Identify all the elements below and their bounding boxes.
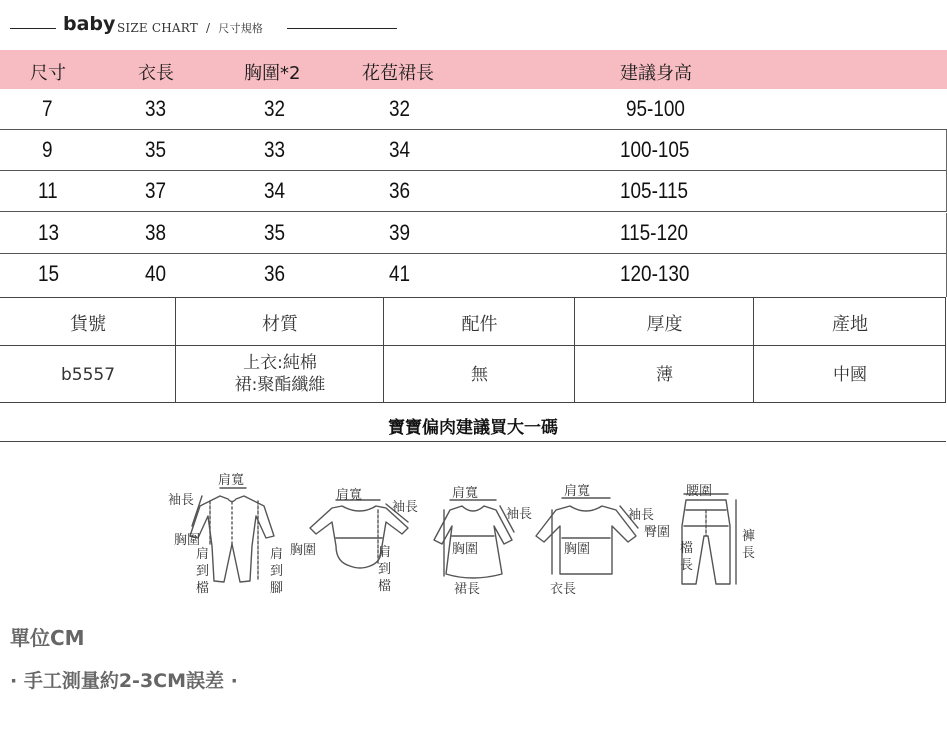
cell-chest: 32 [264,96,286,121]
spec-item-no: b5557 [60,365,116,385]
cell-height: 95-100 [626,96,685,121]
header-separator: / [206,21,211,35]
size-row [0,89,947,130]
cell-length: 38 [145,220,167,245]
cell-length: 37 [145,178,167,203]
cell-chest: 36 [264,261,286,286]
cell-size: 7 [42,96,53,121]
header-subtitle-zh: 尺寸規格 [218,22,264,35]
size-row [0,254,947,297]
col-chest: 胸圍*2 [244,63,301,84]
spec-header-origin: 產地 [832,314,868,335]
pants-hip-label: 臀圍 [644,525,671,540]
spec-table [0,297,946,403]
header-subtitle-en: SIZE CHART [117,21,199,35]
top-shoulder-label: 肩寬 [564,484,591,499]
cell-height: 120-130 [620,261,690,286]
cell-size: 15 [38,261,60,286]
spec-accessory: 無 [471,365,488,385]
measurement-diagram [150,466,770,611]
bodysuit-shoulder-label: 肩寬 [336,488,363,503]
spec-header-accessory: 配件 [461,314,498,335]
dress-sleeve-label: 袖長 [506,507,533,522]
cell-skirt-length: 34 [389,137,411,162]
romper-shoulder-label: 肩寬 [218,473,245,488]
header-rule-left [10,28,56,29]
cell-size: 9 [42,137,53,162]
dress-chest-label: 胸圍 [452,542,479,557]
romper-shoulder-foot-label: 肩到腳 [270,547,284,596]
size-row [0,213,947,254]
cell-chest: 33 [264,137,286,162]
cell-length: 33 [145,96,167,121]
size-table-header [0,50,947,89]
col-size: 尺寸 [30,63,66,84]
top-chest-label: 胸圍 [564,542,591,557]
cell-length: 35 [145,137,167,162]
pants-length-label: 褲長 [742,529,756,561]
romper-shoulder-crotch-label: 肩到檔 [196,547,210,596]
spec-material-skirt: 裙:聚酯纖維 [234,375,326,395]
col-length: 衣長 [138,63,174,84]
pants-waist-label: 腰圍 [686,484,713,499]
romper-chest-label: 胸圍 [174,533,201,548]
top-sleeve-label: 袖長 [628,508,655,523]
spec-header-item-no: 貨號 [70,314,106,335]
top-length-label: 衣長 [550,582,577,597]
spec-origin: 中國 [833,365,867,385]
cell-skirt-length: 36 [389,178,411,203]
cell-skirt-length: 41 [389,261,411,286]
cell-size: 11 [38,178,58,203]
size-advice-text: 寶寶偏肉建議買大一碼 [388,418,558,438]
row-divider [0,211,947,212]
dress-skirt-label: 裙長 [454,582,481,597]
bodysuit-sleeve-label: 袖長 [392,500,419,515]
size-row [0,171,947,212]
cell-height: 100-105 [620,137,690,162]
bodysuit-shoulder-crotch-label: 肩到檔 [378,545,392,594]
bodysuit-outline [310,506,408,568]
spec-header-material: 材質 [262,314,298,335]
unit-label: 單位CM [10,626,85,650]
cell-chest: 35 [264,220,286,245]
bodysuit-chest-label: 胸圍 [290,543,317,558]
cell-skirt-length: 39 [389,220,411,245]
cell-length: 40 [145,261,167,286]
romper-sleeve-label: 袖長 [168,493,195,508]
col-skirt-length: 花苞裙長 [362,63,434,84]
spec-header-thickness: 厚度 [646,314,683,335]
size-advice-row [0,404,946,442]
spec-divider [0,345,946,346]
spec-material-top: 上衣:純棉 [243,353,317,373]
cell-height: 105-115 [620,178,689,203]
dress-shoulder-label: 肩寬 [452,486,479,501]
header-rule-right [287,28,397,29]
cell-size: 13 [38,220,60,245]
header-subtitle [117,20,263,36]
cell-chest: 34 [264,178,286,203]
cell-height: 115-120 [620,220,689,245]
measurement-error-note: · 手工測量約2-3CM誤差 · [10,670,238,692]
spec-thickness: 薄 [656,365,673,385]
size-row [0,130,947,171]
pants-crotch-label: 檔長 [680,541,694,573]
cell-skirt-length: 32 [389,96,411,121]
col-height: 建議身高 [620,63,692,84]
header-baby-word: baby [63,13,116,35]
